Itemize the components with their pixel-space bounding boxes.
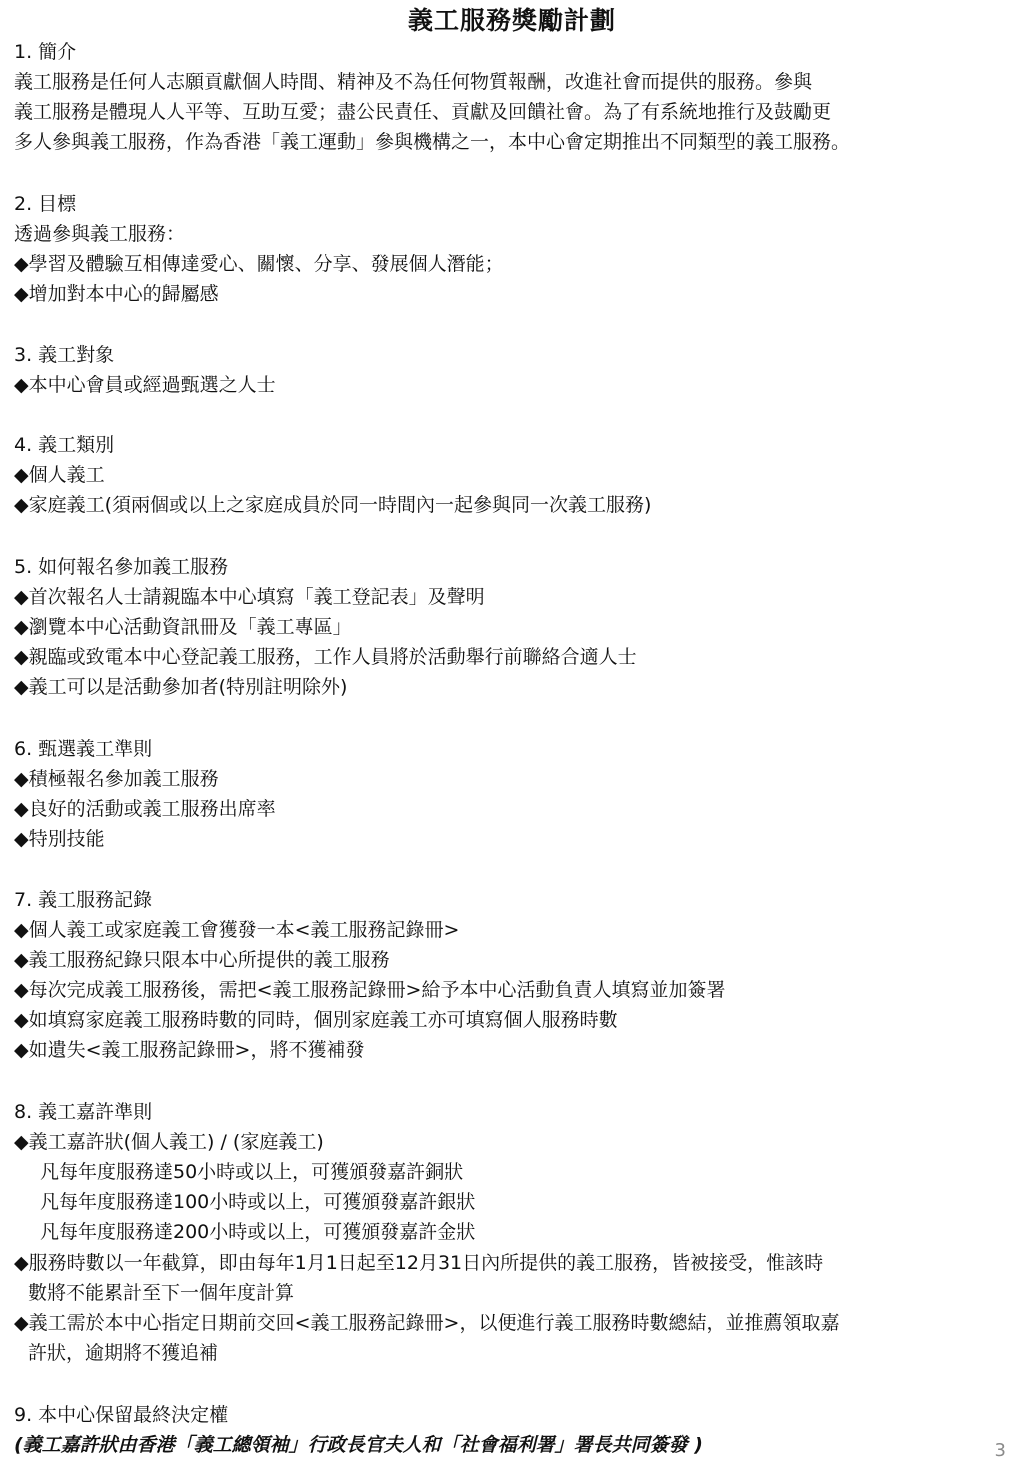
paragraph-line: 義工服務是體現人人平等、互助互愛；盡公民責任、貢獻及回饋社會。為了有系統地推行及鼓勵更 [14, 101, 832, 123]
bullet-item: ◆每次完成義工服務後，需把<義工服務記錄冊>給予本中心活動負責人填寫並加簽署 [14, 979, 726, 1001]
page-title: 義工服務獎勵計劃 [407, 6, 616, 35]
bullet-item: ◆家庭義工(須兩個或以上之家庭成員於同一時間內一起參與同一次義工服務) [14, 494, 652, 516]
paragraph-line: 透過參與義工服務： [14, 223, 186, 245]
award-criteria-gold: 凡每年度服務達200小時或以上，可獲頒發嘉許金狀 [40, 1221, 476, 1243]
bullet-item: ◆義工服務紀錄只限本中心所提供的義工服務 [14, 949, 390, 971]
footnote: (義工嘉許狀由香港「義工總領袖」行政長官夫人和「社會福利署」署長共同簽發 ) [14, 1434, 703, 1456]
bullet-item: ◆特別技能 [14, 828, 105, 850]
section-heading-intro: 1. 簡介 [14, 41, 77, 63]
bullet-item: ◆首次報名人士請親臨本中心填寫「義工登記表」及聲明 [14, 586, 485, 608]
bullet-item: ◆如填寫家庭義工服務時數的同時，個別家庭義工亦可填寫個人服務時數 [14, 1009, 618, 1031]
bullet-item: ◆學習及體驗互相傳達愛心、關懷、分享、發展個人潛能； [14, 253, 504, 275]
section-heading-selection: 6. 甄選義工準則 [14, 738, 153, 760]
bullet-item: ◆義工可以是活動參加者(特別註明除外) [14, 676, 348, 698]
bullet-item: ◆良好的活動或義工服務出席率 [14, 798, 276, 820]
bullet-item: ◆積極報名參加義工服務 [14, 768, 219, 790]
bullet-item: ◆本中心會員或經過甄選之人士 [14, 374, 276, 396]
page-number: 3 [994, 1440, 1006, 1461]
bullet-item: ◆義工嘉許狀(個人義工) / (家庭義工) [14, 1131, 324, 1153]
section-heading-recognition: 8. 義工嘉許準則 [14, 1101, 153, 1123]
section-heading-goals: 2. 目標 [14, 193, 77, 215]
section-heading-registration: 5. 如何報名參加義工服務 [14, 556, 229, 578]
bullet-item: ◆增加對本中心的歸屬感 [14, 283, 219, 305]
bullet-item: ◆瀏覽本中心活動資訊冊及「義工專區」 [14, 616, 352, 638]
section-heading-records: 7. 義工服務記錄 [14, 889, 153, 911]
award-criteria-bronze: 凡每年度服務達50小時或以上，可獲頒發嘉許銅狀 [40, 1161, 464, 1183]
section-heading-final-decision: 9. 本中心保留最終決定權 [14, 1404, 229, 1426]
award-criteria-silver: 凡每年度服務達100小時或以上，可獲頒發嘉許銀狀 [40, 1191, 476, 1213]
bullet-item: ◆如遺失<義工服務記錄冊>，將不獲補發 [14, 1039, 365, 1061]
bullet-item: ◆服務時數以一年截算，即由每年1月1日起至12月31日內所提供的義工服務，皆被接受，惟該時 [14, 1252, 824, 1274]
bullet-continuation: 數將不能累計至下一個年度計算 [28, 1282, 295, 1304]
bullet-continuation: 許狀，逾期將不獲追補 [28, 1342, 219, 1364]
bullet-item: ◆親臨或致電本中心登記義工服務，工作人員將於活動舉行前聯絡合適人士 [14, 646, 637, 668]
bullet-item: ◆個人義工或家庭義工會獲發一本<義工服務記錄冊> [14, 919, 460, 941]
paragraph-line: 多人參與義工服務，作為香港「義工運動」參與機構之一，本中心會定期推出不同類型的義工服務。 [14, 131, 851, 153]
paragraph-line: 義工服務是任何人志願貢獻個人時間、精神及不為任何物質報酬，改進社會而提供的服務。參與 [14, 71, 813, 93]
bullet-item: ◆義工需於本中心指定日期前交回<義工服務記錄冊>，以便進行義工服務時數總結，並推薦領取嘉 [14, 1312, 840, 1334]
bullet-item: ◆個人義工 [14, 464, 105, 486]
section-heading-target: 3. 義工對象 [14, 344, 115, 366]
section-heading-types: 4. 義工類別 [14, 434, 115, 456]
